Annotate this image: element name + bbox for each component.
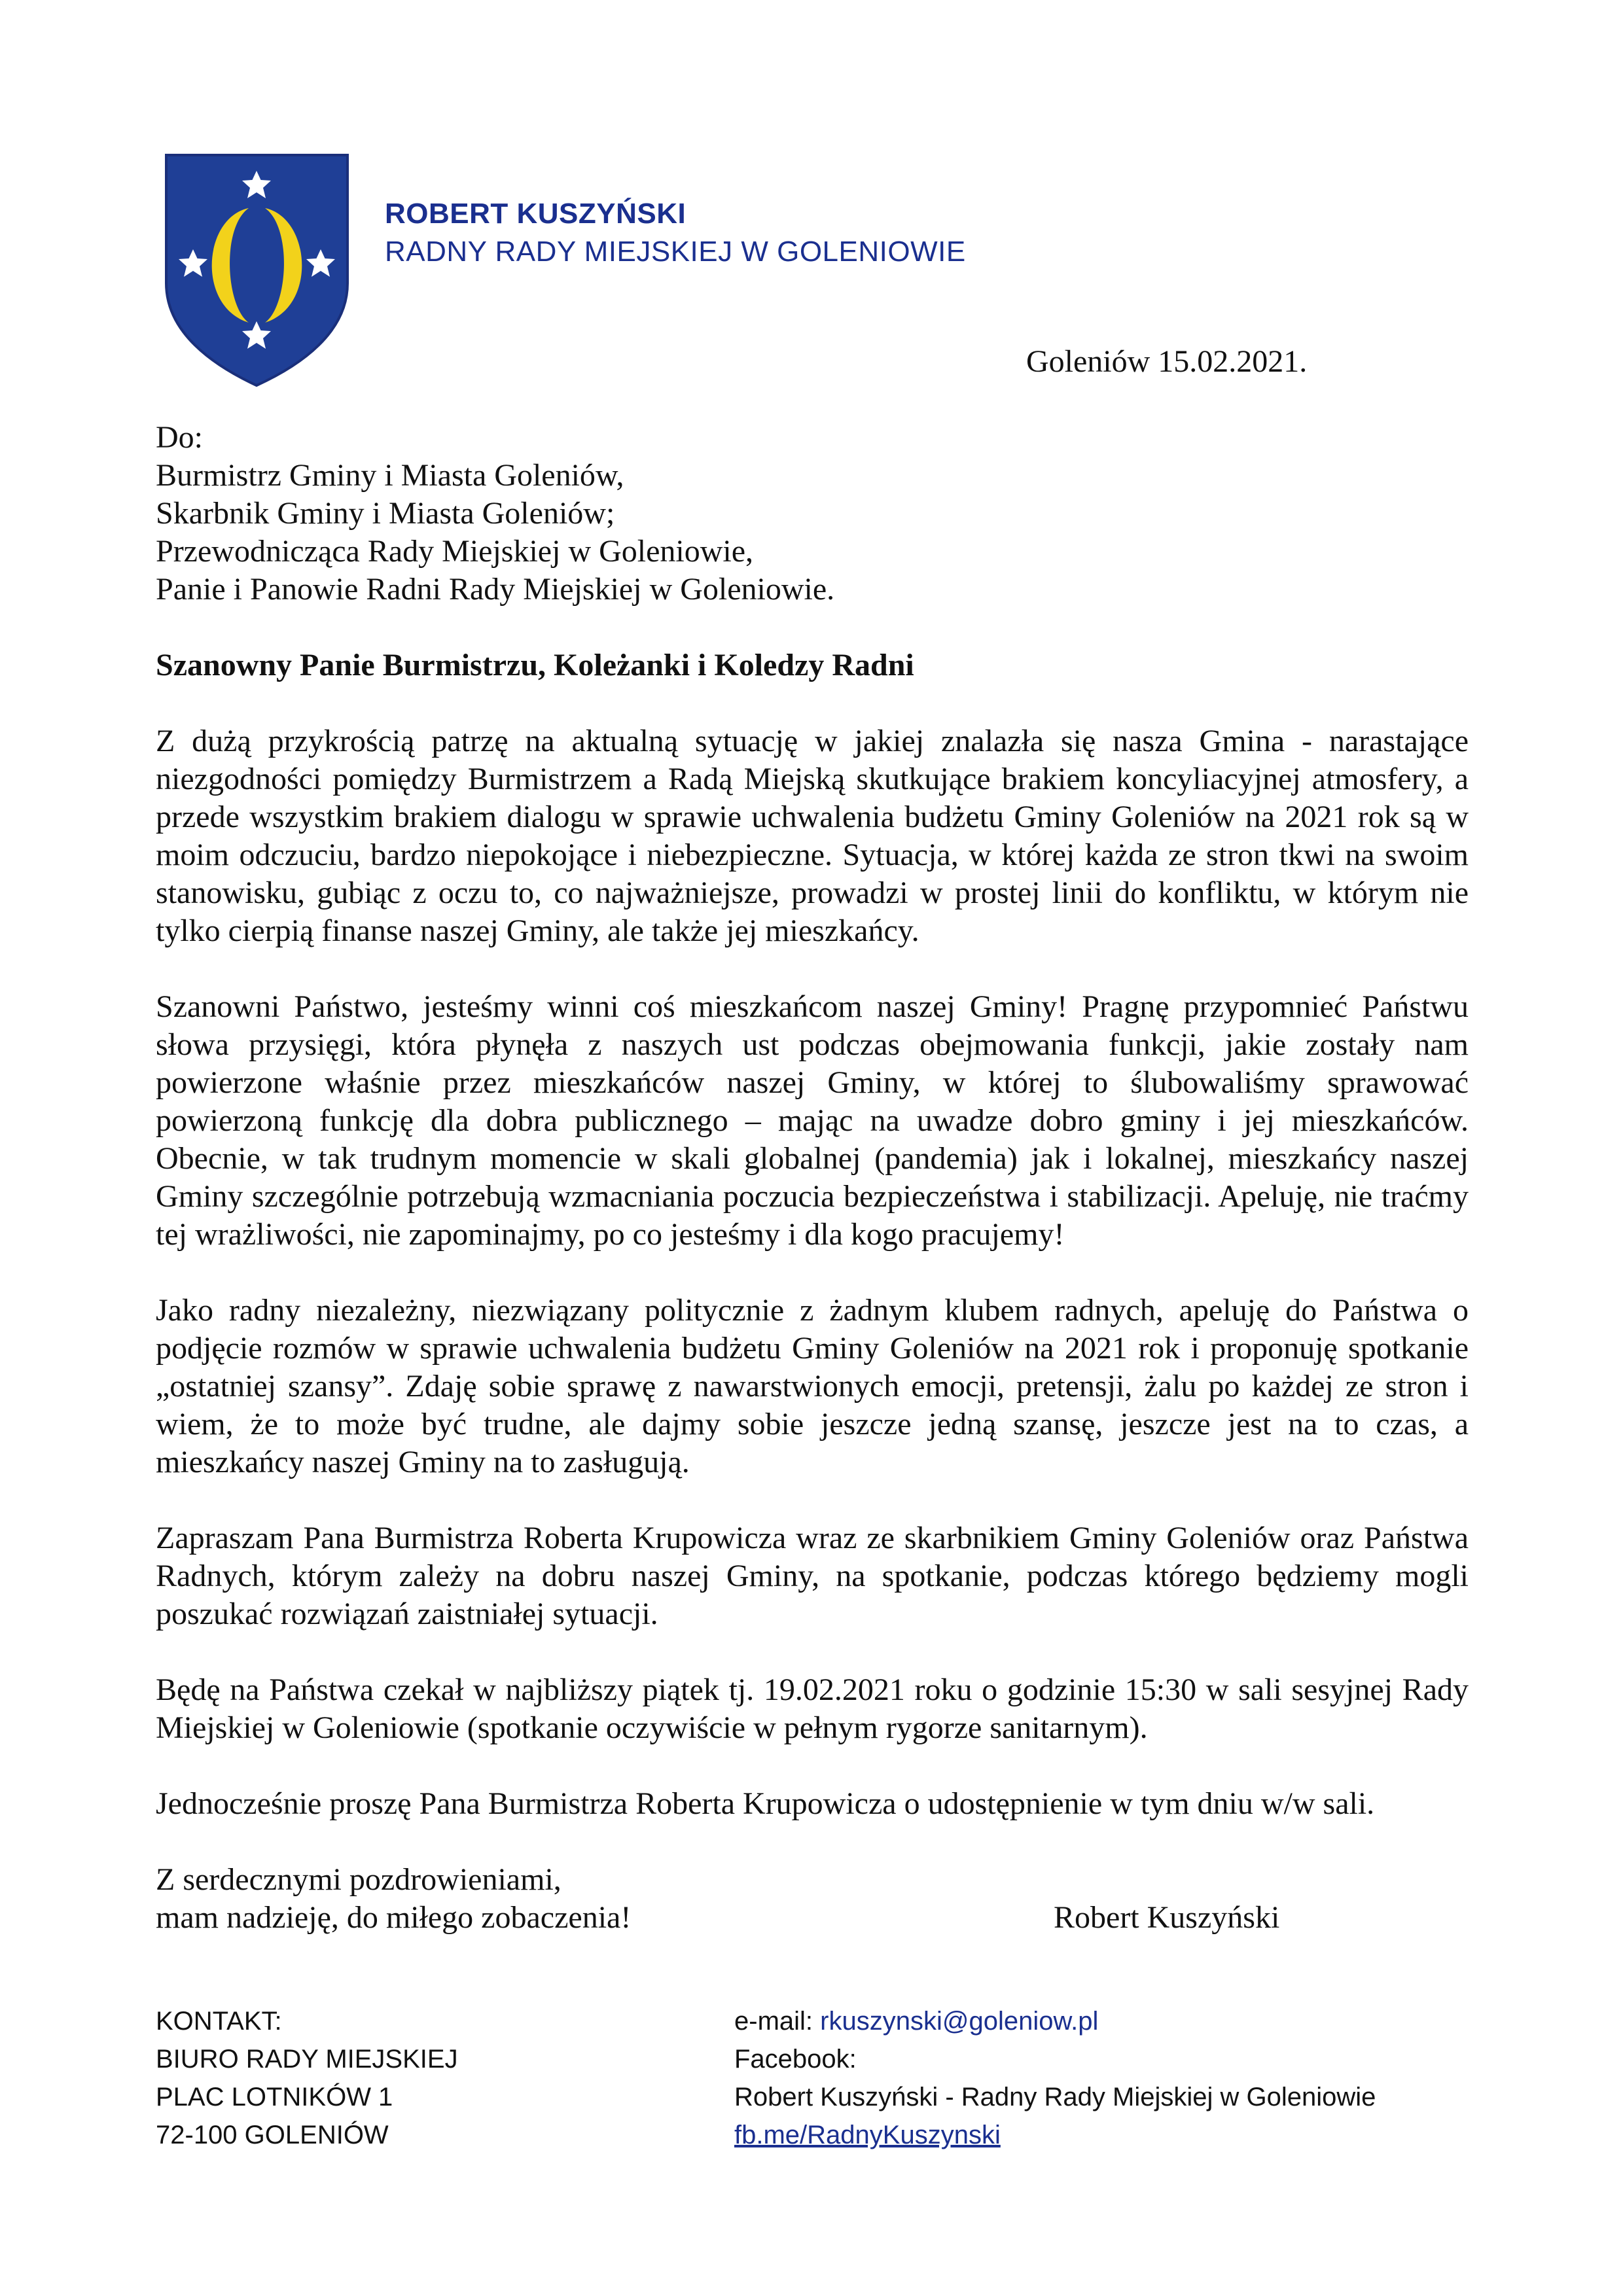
- facebook-page-name: Robert Kuszyński - Radny Rady Miejskiej w Goleniowie: [734, 2083, 1376, 2111]
- author-role: RADNY RADY MIEJSKIEJ W GOLENIOWIE: [385, 236, 966, 268]
- paragraph: Będę na Państwa czekał w najbliższy piątek tj. 19.02.2021 roku o godzinie 15:30 w sali sesyjnej Rady Miejskiej w Goleniowie (spotkanie oczywiście w pełnym rygorze sanitarnym).: [156, 1672, 1469, 1745]
- email-line: [734, 2002, 1376, 2040]
- recipient-line: Przewodnicząca Rady Miejskiej w Goleniowie,: [156, 534, 754, 569]
- letter-date: Goleniów 15.02.2021.: [1026, 344, 1308, 379]
- facebook-label: Facebook:: [734, 2045, 857, 2074]
- facebook-link[interactable]: fb.me/RadnyKuszynski: [734, 2121, 1001, 2149]
- recipient-line: Burmistrz Gminy i Miasta Goleniów,: [156, 458, 624, 493]
- closing-line: mam nadzieję, do miłego zobaczenia!: [156, 1900, 632, 1935]
- author-name: ROBERT KUSZYŃSKI: [385, 198, 687, 230]
- letter-body: [156, 419, 1469, 1937]
- paragraph: Zapraszam Pana Burmistrza Roberta Krupowicza wraz ze skarbnikiem Gminy Goleniów oraz Państwa Radnych, którym zależy na dobru naszej Gminy, na spotkanie, podczas którego będziemy mogli poszukać rozwiązań zaistniałej sytuacji.: [156, 1521, 1469, 1631]
- signature: Robert Kuszyński: [1054, 1900, 1280, 1935]
- contact-line: 72-100 GOLENIÓW: [156, 2121, 389, 2149]
- recipient-line: Panie i Panowie Radni Rady Miejskiej w Goleniowie.: [156, 572, 835, 607]
- email-label: e-mail:: [734, 2007, 821, 2036]
- email-link[interactable]: rkuszynski@goleniow.pl: [820, 2007, 1099, 2036]
- paragraph: Jako radny niezależny, niezwiązany politycznie z żadnym klubem radnych, apeluję do Państwa o podjęcie rozmów w sprawie uchwalenia budżetu Gminy Goleniów na 2021 rok i proponuję spotkanie „ostatniej szansy”. Zdaję sobie sprawę z nawarstwionych emocji, pretensji, żalu po każdej ze stron i wiem, że to może być trudne, ale dajmy sobie jeszcze jedną szansę, jeszcze jest na to czas, a mieszkańcy naszej Gminy na to zasługują.: [156, 1293, 1469, 1479]
- closing-block: [156, 1861, 1469, 1937]
- paragraph: Szanowni Państwo, jesteśmy winni coś mieszkańcom naszej Gminy! Pragnę przypomnieć Państwu słowa przysięgi, która płynęła z naszych ust podczas obejmowania funkcji, jakie zostały nam powierzone właśnie przez mieszkańców naszej Gminy, w której to ślubowaliśmy sprawować powierzoną funkcję dla dobra publicznego – mając na uwadze dobro gminy i jej mieszkańców. Obecnie, w tak trudnym momencie w skali globalnej (pandemia) jak i lokalnej, mieszkańcy naszej Gminy szczególnie potrzebują wzmacniania poczucia bezpieczeństwa i stabilizacji. Apeluję, nie traćmy tej wrażliwości, nie zapominajmy, po co jesteśmy i dla kogo pracujemy!: [156, 989, 1469, 1252]
- paragraph: Z dużą przykrością patrzę na aktualną sytuację w jakiej znalazła się nasza Gmina - narastające niezgodności pomiędzy Burmistrzem a Radą Miejską skutkujące brakiem koncyliacyjnej atmosfery, a przede wszystkim brakiem dialogu w sprawie uchwalenia budżetu Gminy Goleniów na 2021 rok są w moim odczuciu, bardzo niepokojące i niebezpieczne. Sytuacja, w której każda ze stron tkwi na swoim stanowisku, gubiąc z oczu to, co najważniejsze, prowadzi w prostej linii do konfliktu, w którym nie tylko cierpią finanse naszej Gminy, ale także jej mieszkańcy.: [156, 724, 1469, 948]
- paragraph: Jednocześnie proszę Pana Burmistrza Roberta Krupowicza o udostępnienie w tym dniu w/w sali.: [156, 1786, 1375, 1821]
- contact-line: BIURO RADY MIEJSKIEJ: [156, 2045, 458, 2074]
- recipient-line: Skarbnik Gminy i Miasta Goleniów;: [156, 496, 615, 531]
- contact-line: PLAC LOTNIKÓW 1: [156, 2083, 393, 2111]
- salutation: Szanowny Panie Burmistrzu, Koleżanki i Koledzy Radni: [156, 648, 914, 682]
- closing-line: Z serdecznymi pozdrowieniami,: [156, 1862, 562, 1897]
- recipients-label: Do:: [156, 420, 203, 455]
- contact-line: KONTAKT:: [156, 2007, 282, 2036]
- goleniow-coat-of-arms-icon: [164, 152, 350, 388]
- footer-online: [734, 2002, 1376, 2154]
- footer-contact: [156, 2002, 458, 2154]
